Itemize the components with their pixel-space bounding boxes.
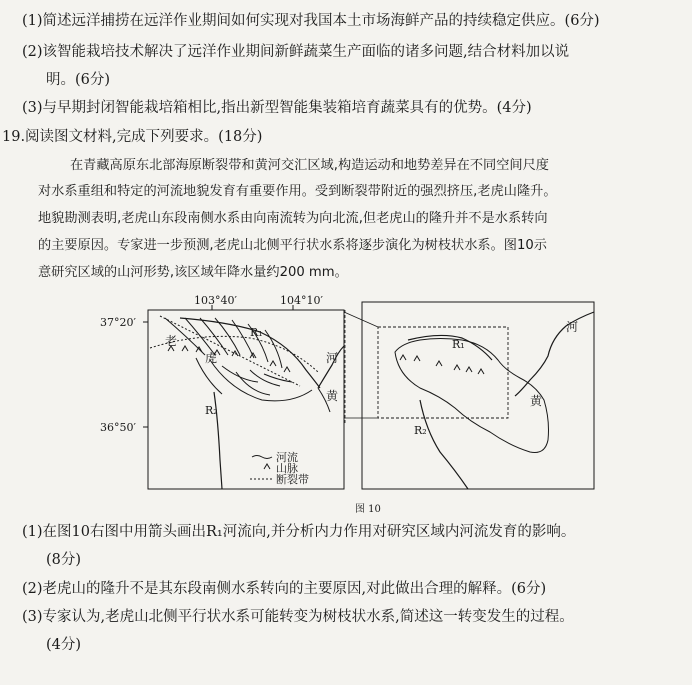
connector-top xyxy=(344,312,378,327)
legend-fault-label: 断裂带 xyxy=(276,473,309,486)
label-left-huang: 黄 xyxy=(326,389,339,403)
label-lat-top: 37°20′ xyxy=(100,316,136,329)
q19-sub3-line1: (3)专家认为,老虎山北侧平行状水系可能转变为树枝状水系,简述这一转变发生的过程。 xyxy=(22,609,574,625)
label-hu: 虎 xyxy=(205,351,218,365)
q19-sub2: (2)老虎山的隆升不是其东段南侧水系转向的主要原因,对此做出合理的解释。(6分) xyxy=(22,581,547,597)
legend-mountain-label: 山脉 xyxy=(276,462,298,475)
label-lon-right: 104°10′ xyxy=(280,294,323,307)
legend-river-symbol xyxy=(252,456,272,459)
q19-paragraph-line2: 对水系重组和特定的河流地貌发育有重要作用。受到断裂带附近的强烈挤压,老虎山隆升。 xyxy=(38,184,557,199)
label-left-r2: R₂ xyxy=(205,404,218,417)
figure-caption: 图 10 xyxy=(355,504,381,515)
legend-river-label: 河流 xyxy=(276,451,298,464)
label-right-huang: 黄 xyxy=(530,394,543,408)
left-mountain-icons xyxy=(168,346,290,372)
q19-paragraph-line4: 的主要原因。专家进一步预测,老虎山北侧平行状水系将逐步演化为树枝状水系。图10示 xyxy=(38,238,547,253)
left-fault-line-2 xyxy=(160,316,300,386)
q19-paragraph-line3: 地貌勘测表明,老虎山东段南侧水系由向南流转为向北流,但老虎山的隆升并不是水系转向 xyxy=(38,211,548,226)
right-mountain-icons xyxy=(400,355,484,374)
q19-paragraph-line1: 在青藏高原东北部海原断裂带和黄河交汇区域,构造运动和地势差异在不同空间尺度 xyxy=(70,158,549,173)
q19-sub1-line1: (1)在图10右图中用箭头画出R₁河流向,并分析内力作用对研究区域内河流发育的影响。 xyxy=(22,524,576,540)
q18-sub3: (3)与早期封闭智能栽培箱相比,指出新型智能集装箱培育蔬菜具有的优势。(4分) xyxy=(22,100,532,116)
right-detail-box xyxy=(378,327,508,418)
left-map-frame xyxy=(148,310,344,489)
label-left-he: 河 xyxy=(326,351,339,365)
label-lon-left: 103°40′ xyxy=(194,294,237,307)
q19-sub1-line2: (8分) xyxy=(46,552,82,568)
q18-sub2-line1: (2)该智能栽培技术解决了远洋作业期间新鲜蔬菜生产面临的诸多问题,结合材料加以说 xyxy=(22,44,570,60)
label-right-r2: R₂ xyxy=(414,424,427,437)
left-stream-s2 xyxy=(222,366,258,382)
legend xyxy=(250,456,272,480)
label-lat-bottom: 36°50′ xyxy=(100,421,136,434)
q19-heading: 19.阅读图文材料,完成下列要求。(18分) xyxy=(2,129,263,145)
q19-paragraph-line5: 意研究区域的山河形势,该区域年降水量约200 mm。 xyxy=(38,265,348,280)
label-right-he: 河 xyxy=(566,320,579,334)
q19-sub3-line2: (4分) xyxy=(46,637,82,653)
q18-sub2-line2: 明。(6分) xyxy=(46,72,111,88)
left-stream-s3 xyxy=(236,372,270,395)
legend-mountain-symbol xyxy=(264,464,270,469)
label-right-r1: R₁ xyxy=(452,338,465,351)
label-left-r1: R₁ xyxy=(250,326,263,339)
label-lao: 老 xyxy=(165,334,178,348)
right-yellow-river xyxy=(515,312,594,396)
right-map-frame xyxy=(362,302,594,489)
q18-sub1: (1)简述远洋捕捞在远洋作业期间如何实现对我国本土市场海鲜产品的持续稳定供应。(6分) xyxy=(22,13,600,29)
